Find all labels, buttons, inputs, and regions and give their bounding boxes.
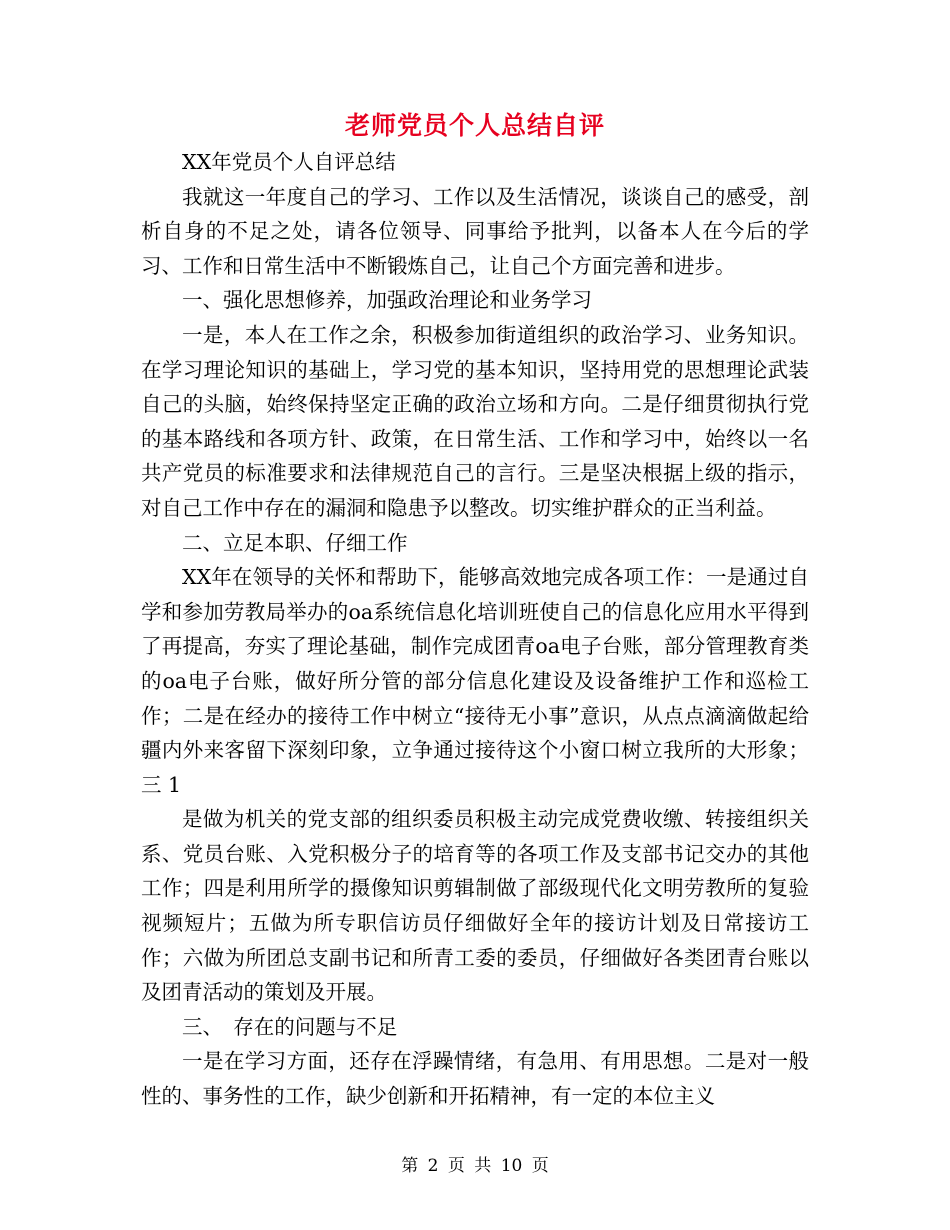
section-heading-3: 三、 存在的问题与不足 bbox=[182, 1014, 398, 1039]
document-body bbox=[141, 145, 809, 1114]
paragraph-section-2a: XX年在领导的关怀和帮助下，能够高效地完成各项工作：一是通过自学和参加劳教局举办的oa系统信息化培训班使自己的信息化应用水平得到了再提高，夯实了理论基础，制作完成团青oa电子台账，部分管理教育类的oa电子台账，做好所分管的部分信息化建设及设备维护工作和巡检工作；二是在经办的接待工作中树立“接待无小事”意识，从点点滴滴做起给疆内外来客留下深刻印象，立争通过接待这个小窗口树立我所的大形象；三 1 bbox=[141, 565, 809, 797]
section-heading-2: 二、立足本职、仔细工作 bbox=[182, 530, 408, 555]
paragraph-subtitle: XX年党员个人自评总结 bbox=[182, 150, 396, 174]
paragraph-section-2b: 是做为机关的党支部的组织委员积极主动完成党费收缴、转接组织关系、党员台账、入党积极分子的培育等的各项工作及支部书记交办的其他工作；四是利用所学的摄像知识剪辑制做了部级现代化文明劳教所的复验视频短片；五做为所专职信访员仔细做好全年的接访计划及日常接访工作；六做为所团总支副书记和所青工委的委员，仔细做好各类团青台账以及团青活动的策划及开展。 bbox=[141, 807, 809, 1005]
document-title: 老师党员个人总结自评 bbox=[344, 111, 605, 140]
paragraph-intro: 我就这一年度自己的学习、工作以及生活情况，谈谈自己的感受，剖析自身的不足之处，请各位领导、同事给予批判，以备本人在今后的学习、工作和日常生活中不断锻炼自己，让自己个方面完善和进步。 bbox=[141, 184, 809, 278]
section-heading-1: 一、强化思想修养，加强政治理论和业务学习 bbox=[182, 288, 592, 313]
paragraph-section-3: 一是在学习方面，还存在浮躁情绪，有急用、有用思想。二是对一般性的、事务性的工作，缺少创新和开拓精神，有一定的本位主义 bbox=[141, 1049, 809, 1109]
page-footer: 第 2 页 共 10 页 bbox=[401, 1156, 549, 1176]
paragraph-section-1: 一是，本人在工作之余，积极参加街道组织的政治学习、业务知识。在学习理论知识的基础上，学习党的基本知识，坚持用党的思想理论武装自己的头脑，始终保持坚定正确的政治立场和方向。二是仔细贯彻执行党的基本路线和各项方针、政策，在日常生活、工作和学习中，始终以一名共产党员的标准要求和法律规范自己的言行。三是坚决根据上级的指示，对自己工作中存在的漏洞和隐患予以整改。切实维护群众的正当利益。 bbox=[141, 322, 809, 520]
